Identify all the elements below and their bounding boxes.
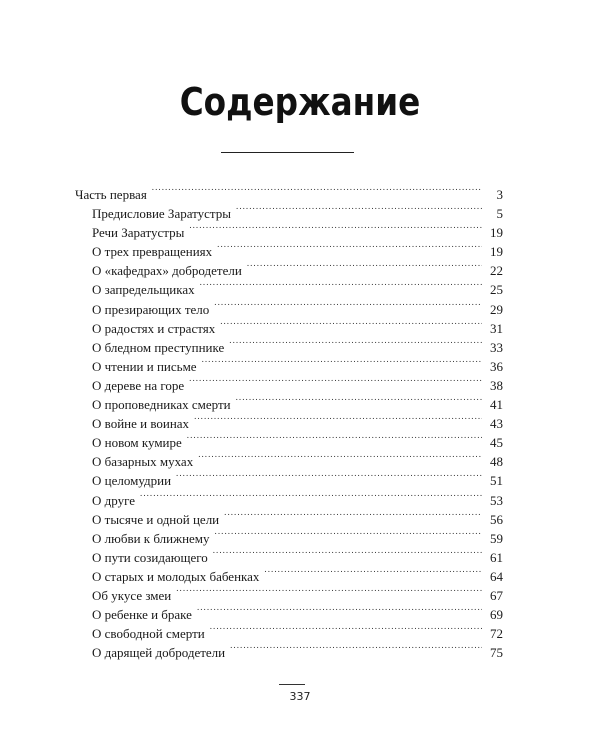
toc-entry[interactable] — [75, 486, 503, 508]
toc-entry-title: О друге — [92, 492, 136, 508]
table-of-contents — [75, 180, 503, 661]
dot-leader — [229, 333, 482, 352]
dot-leader — [236, 390, 482, 409]
toc-entry-page-number: 69 — [490, 607, 503, 623]
toc-entry-page-number: 64 — [490, 568, 503, 584]
dot-leader — [215, 524, 482, 543]
toc-entry-page-number: 53 — [490, 492, 503, 508]
toc-entry-title: О ребенке и браке — [92, 607, 192, 623]
dot-leader — [152, 180, 482, 199]
dot-leader — [264, 562, 482, 581]
toc-entry-title: О целомудрии — [92, 473, 172, 489]
toc-entry-page-number: 41 — [490, 397, 503, 413]
dot-leader — [176, 466, 482, 485]
dot-leader — [213, 543, 482, 562]
dot-leader — [202, 352, 482, 371]
toc-entry-title: О радостях и страстях — [92, 320, 216, 336]
dot-leader — [214, 295, 482, 314]
toc-entry-title: Предисловие Заратустры — [92, 206, 232, 222]
toc-entry-title: О тысяче и одной цели — [92, 511, 220, 527]
toc-entry-page-number: 38 — [490, 377, 503, 393]
dot-leader — [217, 237, 482, 256]
toc-entry-page-number: 25 — [490, 282, 503, 298]
title-underline-rule — [221, 152, 354, 153]
toc-entry-page-number: 33 — [490, 339, 503, 355]
toc-entry-title: О трех превращениях — [92, 244, 213, 260]
toc-entry-title: О презирающих тело — [92, 301, 210, 317]
toc-entry-page-number: 43 — [490, 416, 503, 432]
toc-entry-title: О свободной смерти — [92, 626, 205, 642]
toc-entry-page-number: 51 — [490, 473, 503, 489]
page-number: 337 — [289, 690, 311, 703]
dot-leader — [194, 409, 482, 428]
toc-entry-title: О базарных мухах — [92, 454, 194, 470]
toc-entry-page-number: 56 — [490, 511, 503, 527]
toc-entry-page-number: 61 — [490, 549, 503, 565]
dot-leader — [176, 581, 482, 600]
dot-leader — [247, 256, 482, 275]
dot-leader — [189, 371, 482, 390]
dot-leader — [200, 275, 482, 294]
toc-entry-title: О чтении и письме — [92, 358, 197, 374]
page-title: Содержание — [179, 80, 421, 124]
toc-entry-page-number: 36 — [490, 358, 503, 374]
toc-entry-page-number: 45 — [490, 435, 503, 451]
toc-entry-title: О любви к ближнему — [92, 530, 210, 546]
footer-rule — [279, 684, 305, 685]
toc-entry-title: Об укусе змеи — [92, 587, 172, 603]
toc-entry-title: О проповедниках смерти — [92, 397, 231, 413]
toc-entry-page-number: 19 — [490, 225, 503, 241]
toc-entry-page-number: 29 — [490, 301, 503, 317]
toc-entry-page-number: 19 — [490, 244, 503, 260]
dot-leader — [189, 218, 482, 237]
dot-leader — [224, 505, 482, 524]
dot-leader — [140, 486, 482, 505]
dot-leader — [230, 638, 482, 657]
toc-entry-page-number: 75 — [490, 645, 503, 661]
toc-entry-page-number: 72 — [490, 626, 503, 642]
toc-entry-title: Речи Заратустры — [92, 225, 185, 241]
dot-leader — [197, 600, 482, 619]
toc-entry-page-number: 5 — [496, 206, 503, 222]
toc-entry-title: О «кафедрах» добродетели — [92, 263, 242, 279]
toc-entry-page-number: 48 — [490, 454, 503, 470]
toc-entry-title: О дарящей добродетели — [92, 645, 226, 661]
toc-entry-title: О старых и молодых бабенках — [92, 568, 260, 584]
dot-leader — [210, 619, 482, 638]
dot-leader — [236, 199, 482, 218]
toc-entry[interactable] — [75, 180, 503, 202]
toc-entry-page-number: 22 — [490, 263, 503, 279]
toc-entry-title: О бледном преступнике — [92, 339, 225, 355]
toc-entry-page-number: 59 — [490, 530, 503, 546]
dot-leader — [198, 447, 482, 466]
toc-entry-title: О запредельщиках — [92, 282, 195, 298]
toc-entry-title: О дереве на горе — [92, 377, 185, 393]
toc-entry-page-number: 3 — [496, 187, 503, 202]
toc-entry-title: О пути созидающего — [92, 549, 208, 565]
dot-leader — [187, 428, 482, 447]
toc-entry-page-number: 67 — [490, 587, 503, 603]
toc-entry-title: О войне и воинах — [92, 416, 190, 432]
toc-entry-title: О новом кумире — [92, 435, 182, 451]
dot-leader — [220, 314, 482, 333]
toc-entry-title: Часть первая — [75, 187, 147, 202]
toc-entry-page-number: 31 — [490, 320, 503, 336]
